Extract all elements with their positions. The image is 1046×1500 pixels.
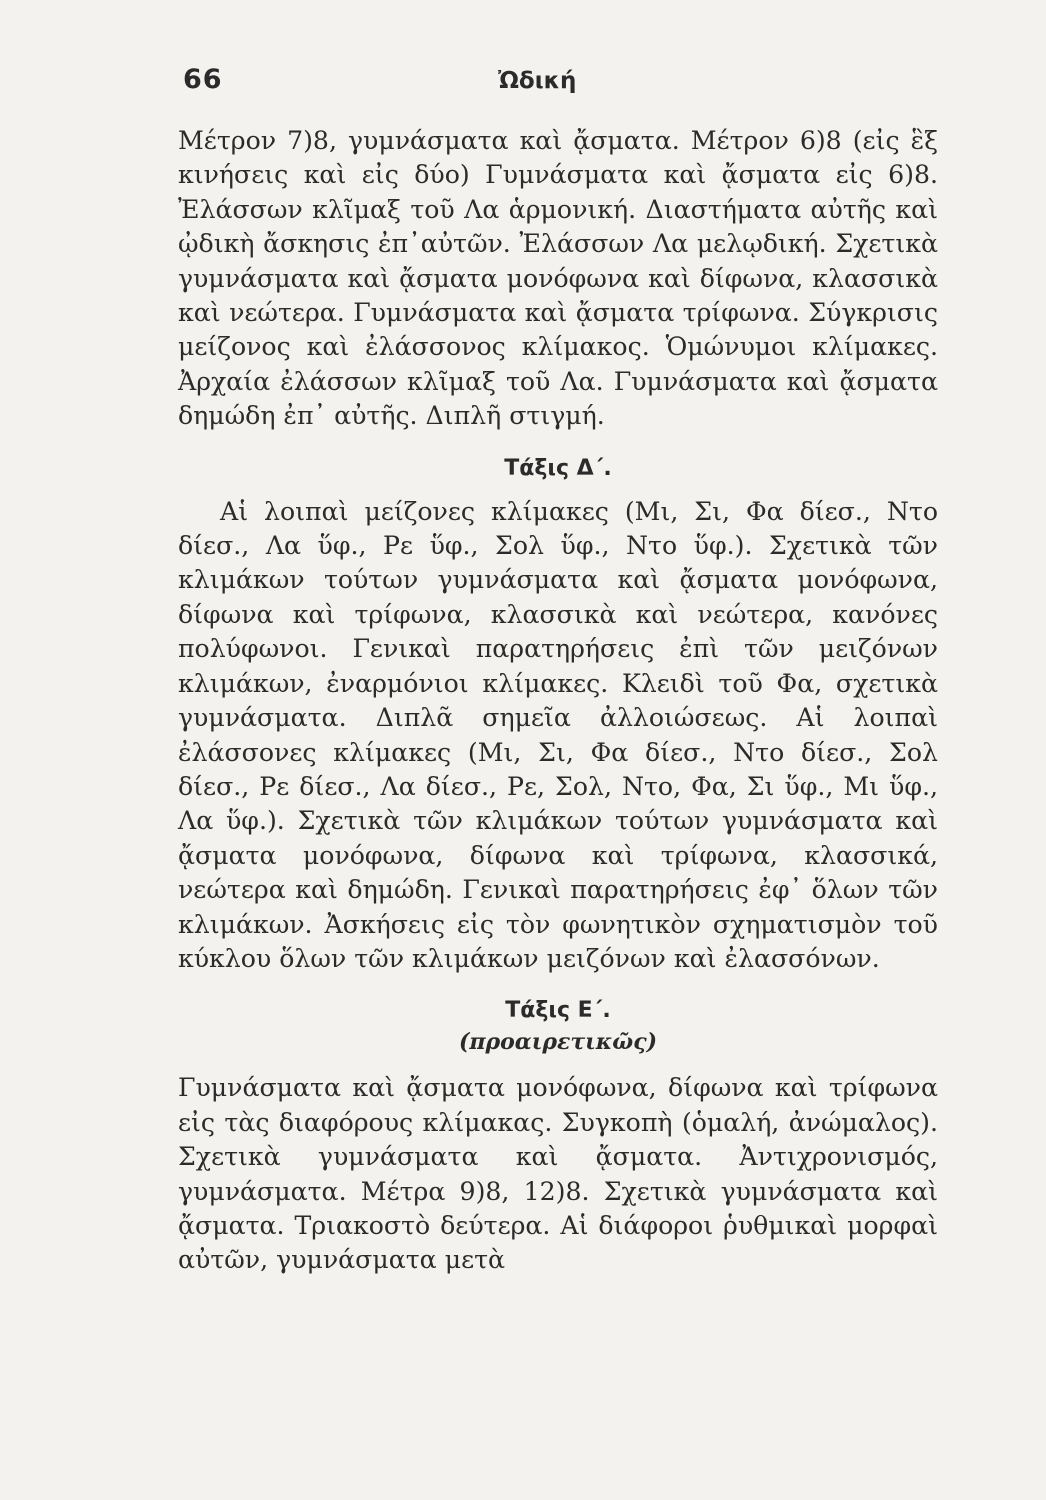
page-header [183,64,943,104]
section-heading-taxis-d: Τάξις Δ΄. [504,455,612,481]
intro-paragraph: Μέτρον 7)8, γυμνάσματα καὶ ᾄσματα. Μέτρον 6)8 (εἰς ἓξ κινήσεις καὶ εἰς δύο) Γυμνάσματα καὶ ᾄσματα εἰς 6)8. Ἐλάσσων κλῖμαξ τοῦ Λα ἁρμονική. Διαστήματα αὐτῆς καὶ ᾠδικὴ ἄσκησις ἐπ᾽αὐτῶν. Ἐλάσσων Λα μελῳδική. Σχετικὰ γυμνάσματα καὶ ᾄσματα μονόφωνα καὶ δίφωνα, κλασσικὰ καὶ νεώτερα. Γυμνάσματα καὶ ᾄσματα τρίφωνα. Σύγκρισις μείζονος καὶ ἐλάσσονος κλίμακος. Ὁμώνυμοι κλίμακες. Ἀρχαία ἐλάσσων κλῖμαξ τοῦ Λα. Γυμνάσματα καὶ ᾄσματα δημώδη ἐπ᾽ αὐτῆς. Διπλῆ στιγμή. [178,126,938,431]
page-number: 66 [183,64,223,95]
section-heading-taxis-e: Τάξις Ε΄. [505,998,611,1024]
running-title: Ὠδική [498,68,577,94]
section-subheading-optional: (προαιρετικῶς) [458,1029,658,1056]
page-body [178,124,938,1278]
taxis-e-paragraph: Γυμνάσματα καὶ ᾄσματα μονόφωνα, δίφωνα καὶ τρίφωνα εἰς τὰς διαφόρους κλίμακας. Συγκοπὴ (ὁμαλή, ἀνώμαλος). Σχετικὰ γυμνάσματα καὶ ᾄσματα. Ἀντιχρονισμός, γυμνάσματα. Μέτρα 9)8, 12)8. Σχετικὰ γυμνάσματα καὶ ᾄσματα. Τριακοστὸ δεύτερα. Αἱ διάφοροι ῥυθμικαὶ μορφαὶ αὐτῶν, γυμνάσματα μετὰ [178,1073,938,1275]
taxis-d-paragraph: Αἱ λοιπαὶ μείζονες κλίμακες (Μι, Σι, Φα δίεσ., Ντο δίεσ., Λα ὕφ., Ρε ὕφ., Σολ ὕφ., Ντο ὕφ.). Σχετικὰ τῶν κλιμάκων τούτων γυμνάσματα καὶ ᾄσματα μονόφωνα, δίφωνα καὶ τρίφωνα, κλασσικὰ καὶ νεώτερα, κανόνες πολύφωνοι. Γενικαὶ παρατηρήσεις ἐπὶ τῶν μειζόνων κλιμάκων, ἐναρμόνιοι κλίμακες. Κλειδὶ τοῦ Φα, σχετικὰ γυμνάσματα. Διπλᾶ σημεῖα ἀλλοιώσεως. Αἱ λοιπαὶ ἐλάσσονες κλίμακες (Μι, Σι, Φα δίεσ., Ντο δίεσ., Σολ δίεσ., Ρε δίεσ., Λα δίεσ., Ρε, Σολ, Ντο, Φα, Σι ὕφ., Μι ὕφ., Λα ὕφ.). Σχετικὰ τῶν κλιμάκων τούτων γυμνάσματα καὶ ᾄσματα μονόφωνα, δίφωνα καὶ τρίφωνα, κλασσικά, νεώτερα καὶ δημώδη. Γενικαὶ παρατηρήσεις ἐφ᾽ ὅλων τῶν κλιμάκων. Ἀσκήσεις εἰς τὸν φωνητικὸν σχηματισμὸν τοῦ κύκλου ὅλων τῶν κλιμάκων μειζόνων καὶ ἐλασσόνων. [178,496,938,973]
